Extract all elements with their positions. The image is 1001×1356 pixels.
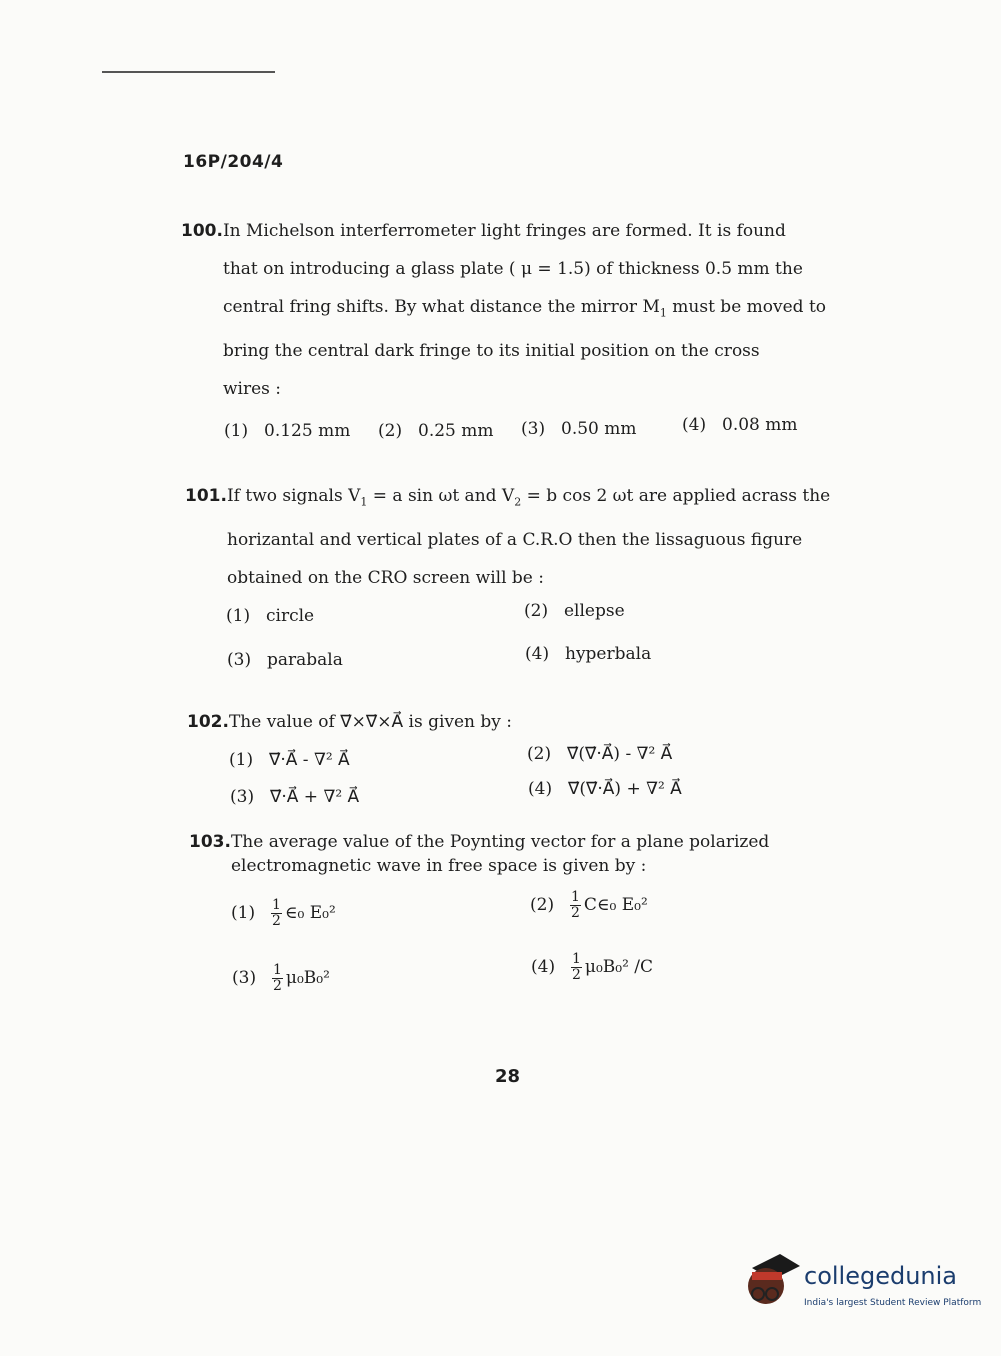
question-101: 101.If two signals $V_1 = a$ sin ωt and $V_2 = b$ cos 2 ωt are applied acrass the horizantal and vertical plates of a C.R.O then the lissaguous figure obtained on the CRO screen will be :	[185, 477, 830, 597]
page-number: 28	[495, 1066, 521, 1087]
question-102: 102.The value of ∇⃗×∇⃗×A⃗ is given by :	[187, 712, 513, 732]
top-rule	[102, 71, 275, 73]
option-1: (1) ∇⃗·A⃗ - ∇² A⃗	[229, 750, 350, 770]
option-1: (1) circle	[226, 606, 315, 626]
question-text: wires :	[223, 379, 282, 400]
option-2: (2) 0.25 mm	[378, 421, 494, 441]
question-text-line: central fring shifts. By what distance the mirror $M_1$ must be moved to	[223, 297, 827, 320]
option-2: (2) $\frac{1}{2}$ C∈₀ E₀²	[530, 889, 648, 921]
question-text: that on introducing a glass plate ( μ = 1.5) of thickness 0.5 mm the	[223, 259, 803, 279]
question-103: 103.The average value of the Poynting vector for a plane polarized electromagnetic wave in free space is given by :	[189, 832, 770, 876]
curl-curl-expression: ∇⃗×∇⃗×A⃗	[340, 712, 404, 732]
logo-wordmark: collegedunia	[804, 1262, 958, 1290]
option-3: (3) ∇⃗·A⃗ + ∇² A⃗	[230, 787, 360, 807]
question-text: obtained on the CRO screen will be :	[227, 568, 544, 589]
option-1: (1) $\frac{1}{2}$ ∈₀ E₀²	[231, 897, 336, 929]
question-number: 101.	[185, 486, 227, 506]
option-1: (1) 0.125 mm	[224, 421, 351, 441]
option-4: (4) 0.08 mm	[682, 415, 798, 435]
question-text: bring the central dark fringe to its initial position on the cross	[223, 341, 760, 362]
question-text: horizantal and vertical plates of a C.R.O then the lissaguous figure	[227, 530, 803, 551]
option-4: (4) $\frac{1}{2}$ μ₀B₀² /C	[531, 951, 654, 983]
mascot-icon	[742, 1250, 802, 1314]
option-2: (2) ∇⃗(∇⃗·A⃗) - ∇² A⃗	[527, 744, 673, 764]
question-number: 103.	[189, 832, 231, 852]
collegedunia-logo	[742, 1250, 982, 1320]
question-100	[181, 212, 826, 408]
question-text: In Michelson interferrometer light fringes are formed. It is found	[222, 221, 786, 241]
question-number: 100.	[181, 221, 223, 241]
question-text: electromagnetic wave in free space is given by :	[231, 856, 647, 876]
question-number: 102.	[187, 712, 229, 732]
option-2: (2) ellepse	[524, 601, 625, 621]
option-3: (3) $\frac{1}{2}$ μ₀B₀²	[232, 962, 330, 994]
option-3: (3) 0.50 mm	[521, 419, 637, 439]
paper-code: 16P/204/4	[183, 152, 284, 172]
option-4: (4) ∇⃗(∇⃗·A⃗) + ∇² A⃗	[528, 779, 682, 799]
option-3: (3) parabala	[227, 650, 343, 670]
logo-tagline: India's largest Student Review Platform	[804, 1298, 982, 1308]
option-4: (4) hyperbala	[525, 644, 652, 664]
